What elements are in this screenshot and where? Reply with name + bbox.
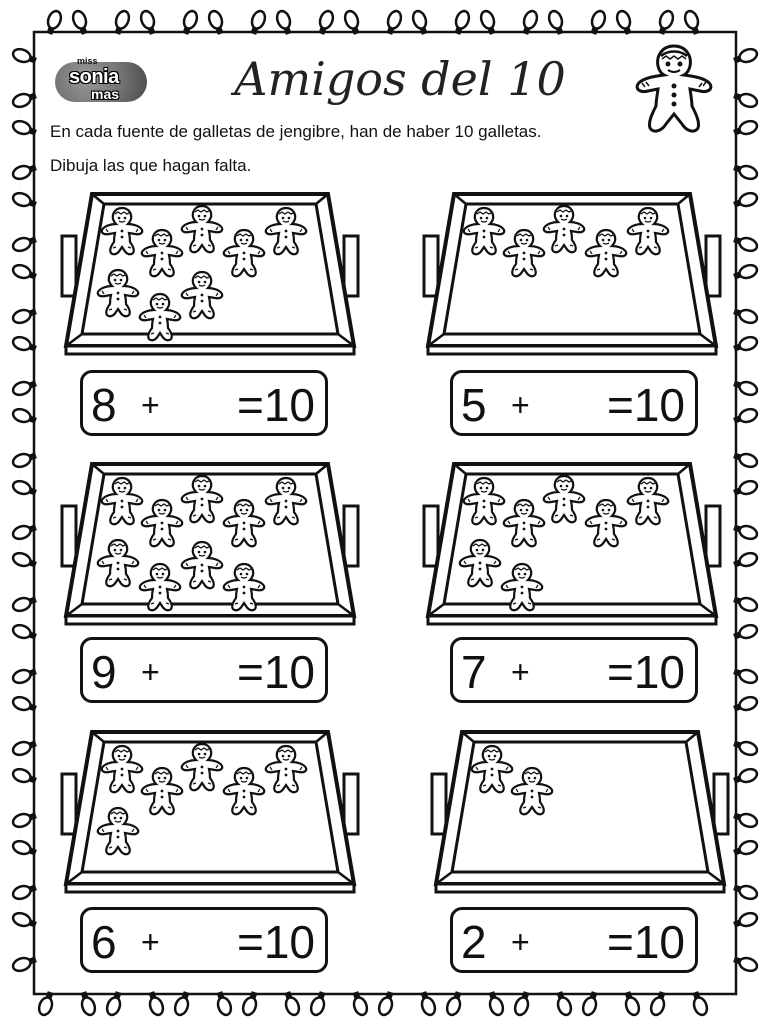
equation-box[interactable] xyxy=(80,370,328,436)
cookie-tray[interactable] xyxy=(422,458,722,628)
equation-box[interactable] xyxy=(450,370,698,436)
equation-result: =10 xyxy=(236,646,315,698)
cookie-tray[interactable] xyxy=(60,726,360,896)
tray-handle-left xyxy=(424,236,438,296)
equation-box[interactable] xyxy=(80,907,328,973)
equation-plus: + xyxy=(511,654,530,690)
equation-result: =10 xyxy=(606,916,685,968)
equation-addend: 2 xyxy=(461,916,487,968)
tray-handle-right xyxy=(714,774,728,834)
brand-logo xyxy=(55,56,147,104)
equation-plus: + xyxy=(511,924,530,960)
equation-addend: 8 xyxy=(91,379,117,431)
logo-mas-text: mas xyxy=(91,86,120,102)
page-title: Amigos del 10 xyxy=(234,52,566,106)
equation-box[interactable] xyxy=(450,907,698,973)
logo-miss-text: miss xyxy=(77,56,98,66)
equation-box[interactable] xyxy=(80,637,328,703)
equation-result: =10 xyxy=(236,379,315,431)
tray-handle-right xyxy=(706,506,720,566)
tray-handle-left xyxy=(62,236,76,296)
tray-handle-left xyxy=(424,506,438,566)
tray-handle-right xyxy=(706,236,720,296)
equation-box[interactable] xyxy=(450,637,698,703)
tray-handle-left xyxy=(432,774,446,834)
cookie-tray[interactable] xyxy=(60,188,360,358)
tray-handle-right xyxy=(344,774,358,834)
tray-handle-left xyxy=(62,506,76,566)
instruction-line-2: Dibuja las que hagan falta. xyxy=(50,156,252,175)
equation-addend: 5 xyxy=(461,379,487,431)
cookie-tray[interactable] xyxy=(60,458,360,628)
equation-plus: + xyxy=(511,387,530,423)
equation-addend: 6 xyxy=(91,916,117,968)
instruction-line-1: En cada fuente de galletas de jengibre, han de haber 10 galletas. xyxy=(50,122,542,141)
equation-addend: 7 xyxy=(461,646,487,698)
tray-handle-left xyxy=(62,774,76,834)
gingerbread-man-icon xyxy=(628,40,720,136)
tray-handle-right xyxy=(344,506,358,566)
equation-plus: + xyxy=(141,654,160,690)
equation-result: =10 xyxy=(236,916,315,968)
tray-handle-right xyxy=(344,236,358,296)
equation-plus: + xyxy=(141,924,160,960)
equation-plus: + xyxy=(141,387,160,423)
equation-result: =10 xyxy=(606,379,685,431)
cookie-tray[interactable] xyxy=(422,188,722,358)
equation-result: =10 xyxy=(606,646,685,698)
cookie-tray[interactable] xyxy=(430,726,730,896)
logo-sonia-text: sonia xyxy=(69,66,119,88)
equation-addend: 9 xyxy=(91,646,117,698)
